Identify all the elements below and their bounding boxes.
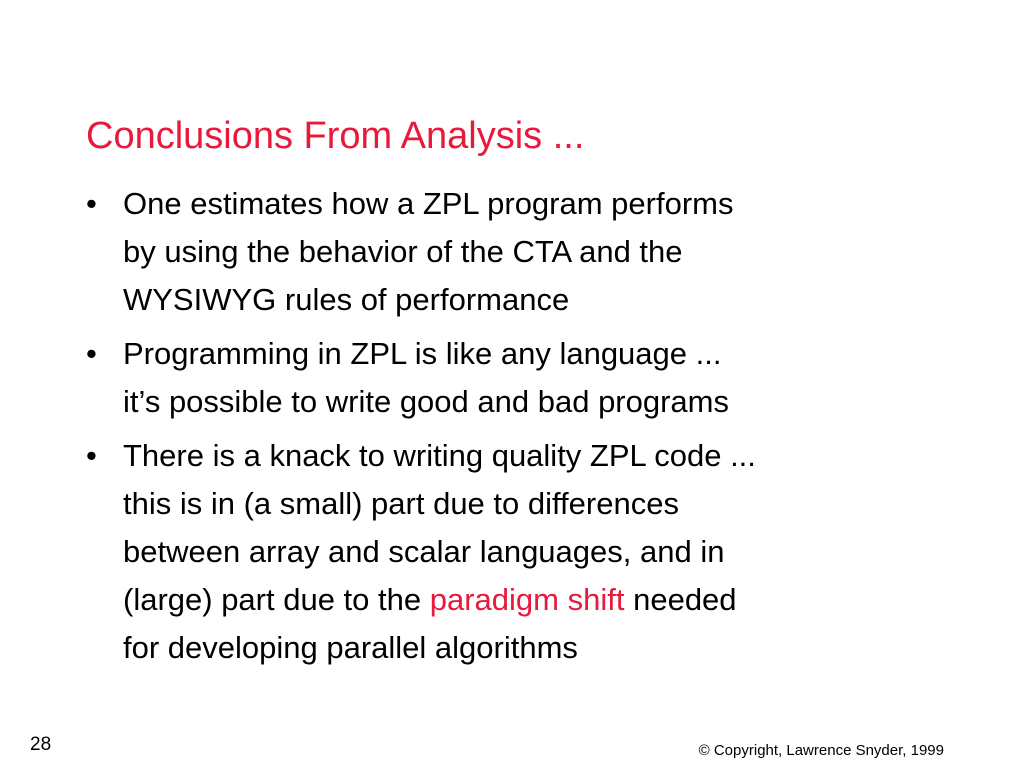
bullet-3-line-4 [123, 576, 946, 624]
highlight-paradigm-shift: paradigm shift [429, 582, 625, 617]
bullet-2-line-2: it’s possible to write good and bad programs [123, 384, 729, 419]
copyright-notice [699, 741, 944, 761]
bullet-item-3 [86, 432, 946, 672]
bullet-icon: • [86, 438, 97, 473]
bullet-icon: • [86, 336, 97, 371]
bullet-1-line-1: One estimates how a ZPL program performs [123, 186, 734, 221]
bullet-1-line-3: WYSIWYG rules of performance [123, 282, 570, 317]
page-number: 28 [30, 734, 52, 755]
bullet-3-line-4-before: (large) part due to the [123, 582, 422, 617]
bullet-3-line-3: between array and scalar languages, and in [123, 534, 725, 569]
copyright-text: Copyright, Lawrence Snyder, 1999 [713, 742, 944, 759]
bullet-3-line-5: for developing parallel algorithms [123, 630, 578, 665]
bullet-1-line-2: by using the behavior of the CTA and the [123, 234, 683, 269]
bullet-3-line-1: There is a knack to writing quality ZPL code ... [123, 438, 756, 473]
bullet-2-line-1: Programming in ZPL is like any language ... [123, 336, 722, 371]
copyright-icon: © [698, 742, 710, 759]
bullet-icon: • [86, 186, 97, 221]
bullet-item-1 [86, 180, 946, 324]
bullet-item-2 [86, 330, 946, 426]
bullet-3-line-4-after: needed [633, 582, 737, 617]
bullet-3-line-2: this is in (a small) part due to differences [123, 486, 679, 521]
bullet-list [86, 180, 946, 678]
slide-title: Conclusions From Analysis ... [86, 115, 585, 157]
